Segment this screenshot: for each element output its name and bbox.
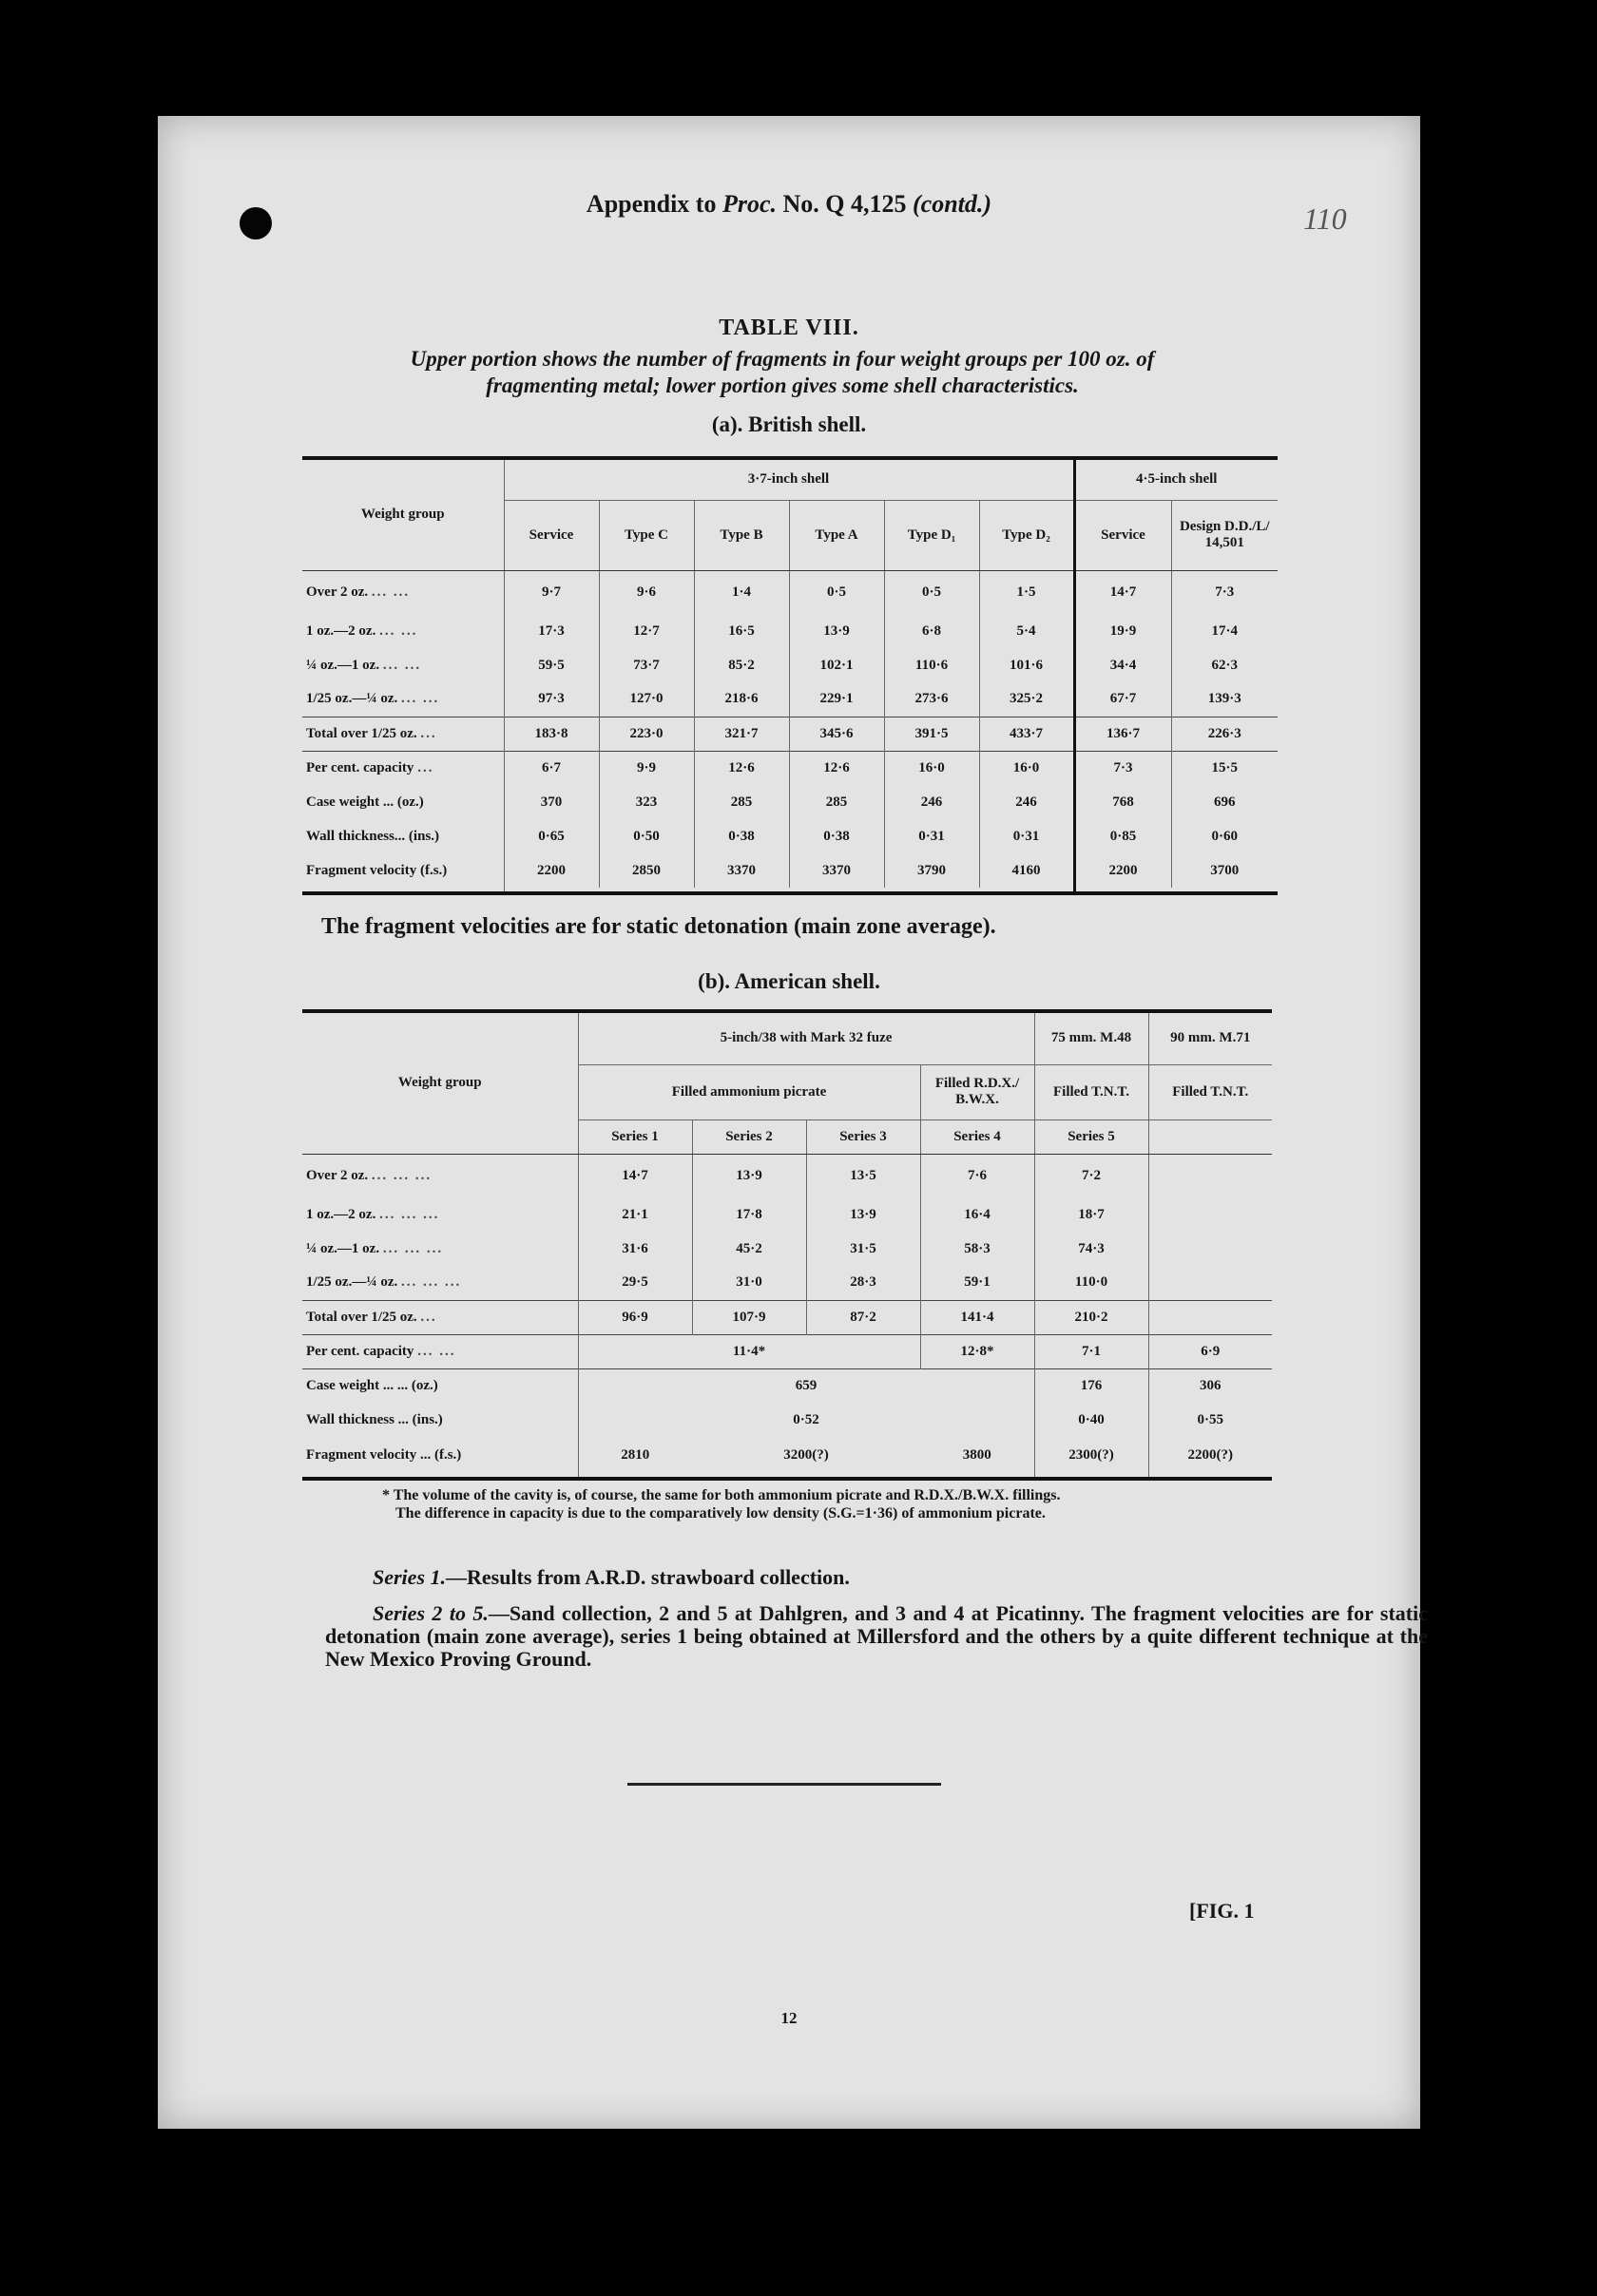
cell-value: 0·5	[789, 570, 884, 614]
header-contd: (contd.)	[913, 190, 992, 218]
row-label: 1 oz.—2 oz. ... ...	[306, 622, 418, 639]
cell-value: 73·7	[599, 648, 694, 682]
table-row	[302, 682, 1278, 717]
cell-value: 17·8	[692, 1197, 806, 1232]
weight-group-header: Weight group	[302, 458, 504, 570]
cell-value: 1·4	[694, 570, 789, 614]
am-wall-m48: 0·40	[1034, 1403, 1148, 1437]
cell-value: 16·5	[694, 614, 789, 648]
cell-value: 0·31	[979, 819, 1074, 853]
cell-value: 4160	[979, 853, 1074, 888]
am-velocity-m48: 2300(?)	[1034, 1437, 1148, 1473]
am-wall-m71: 0·55	[1148, 1403, 1272, 1437]
cell-value: 16·0	[979, 751, 1074, 785]
filled-tnt-75-header: Filled T.N.T.	[1034, 1064, 1148, 1119]
am-per-cent-m71: 6·9	[1148, 1334, 1272, 1368]
cell-value: 183·8	[504, 717, 599, 751]
table-row	[302, 1197, 1272, 1232]
group-45-header: 4·5-inch shell	[1074, 458, 1278, 500]
american-title: (b). American shell.	[698, 969, 880, 993]
series-2-note	[325, 1602, 1428, 1671]
am-case-weight-m48: 176	[1034, 1368, 1148, 1403]
cell-value	[1148, 1197, 1272, 1232]
cell-value: 285	[789, 785, 884, 819]
am-velocity-m71: 2200(?)	[1148, 1437, 1272, 1473]
group-37-header: 3·7-inch shell	[504, 458, 1074, 500]
cell-value: 433·7	[979, 717, 1074, 751]
table-row	[302, 1154, 1272, 1197]
cell-value: 16·0	[884, 751, 979, 785]
cell-value: 96·9	[578, 1300, 692, 1334]
cell-value: 325·2	[979, 682, 1074, 717]
row-label: ¼ oz.—1 oz. ... ... ...	[306, 1240, 444, 1256]
cell-value: 3700	[1171, 853, 1278, 888]
cell-value: 87·2	[806, 1300, 920, 1334]
am-velocity-label: Fragment velocity ... (f.s.)	[306, 1446, 462, 1463]
series-1-note	[325, 1566, 1428, 1589]
cell-value: 345·6	[789, 717, 884, 751]
cell-value: 59·5	[504, 648, 599, 682]
table-row	[302, 614, 1278, 648]
series-2-label: Series 2 to 5.	[373, 1601, 489, 1625]
cell-value: 127·0	[599, 682, 694, 717]
series-1-text: —Results from A.R.D. strawboard collection.	[446, 1565, 850, 1589]
american-shell-table	[302, 1009, 1272, 1481]
row-label: Per cent. capacity ...	[302, 751, 504, 785]
cell-value: 13·9	[806, 1197, 920, 1232]
am-velocity-s23: 3200(?)	[783, 1446, 829, 1463]
cell-value: 6·8	[884, 614, 979, 648]
cell-value: 226·3	[1171, 717, 1278, 751]
cell-value: 7·6	[920, 1154, 1034, 1197]
series-col-header: Series 1	[578, 1119, 692, 1154]
british-col-header: Type D₂	[979, 500, 1074, 570]
cell-value: 85·2	[694, 648, 789, 682]
table-row	[302, 1266, 1272, 1300]
table-row	[302, 1232, 1272, 1266]
cell-value: 1·5	[979, 570, 1074, 614]
row-label: Total over 1/25 oz. ...	[302, 1300, 578, 1334]
british-col-header: Service	[1074, 500, 1171, 570]
am-velocity-s1: 2810	[578, 1437, 692, 1473]
cell-value: 273·6	[884, 682, 979, 717]
group-90-header: 90 mm. M.71	[1148, 1011, 1272, 1064]
series-col-header: Series 4	[920, 1119, 1034, 1154]
am-per-cent-picrate: 11·4*	[578, 1334, 920, 1368]
cell-value: 34·4	[1074, 648, 1171, 682]
british-col-header: Type A	[789, 500, 884, 570]
cell-value: 0·31	[884, 819, 979, 853]
row-label: Wall thickness... (ins.)	[306, 828, 440, 844]
cell-value: 768	[1074, 785, 1171, 819]
cell-value: 19·9	[1074, 614, 1171, 648]
am-per-cent-m48: 7·1	[1034, 1334, 1148, 1368]
cell-value: 58·3	[920, 1232, 1034, 1266]
cell-value: 7·3	[1074, 751, 1171, 785]
british-note: The fragment velocities are for static detonation (main zone average).	[321, 914, 996, 939]
cell-value: 13·5	[806, 1154, 920, 1197]
page-header	[158, 190, 1420, 219]
british-col-header: Type D₁	[884, 500, 979, 570]
table-row	[302, 648, 1278, 682]
filled-tnt-90-header: Filled T.N.T.	[1148, 1064, 1272, 1119]
cell-value: 15·5	[1171, 751, 1278, 785]
cell-value: 9·6	[599, 570, 694, 614]
cell-value: 31·5	[806, 1232, 920, 1266]
cell-value: 3790	[884, 853, 979, 888]
cell-value: 2200	[1074, 853, 1171, 888]
series-col-header: Series 2	[692, 1119, 806, 1154]
am-case-weight-5inch: 659	[578, 1368, 1034, 1403]
cell-value: 17·4	[1171, 614, 1278, 648]
cell-value: 229·1	[789, 682, 884, 717]
cell-value: 29·5	[578, 1266, 692, 1300]
cell-value: 3370	[789, 853, 884, 888]
table-row	[302, 570, 1278, 614]
cell-value: 2850	[599, 853, 694, 888]
cell-value: 7·3	[1171, 570, 1278, 614]
cell-value: 5·4	[979, 614, 1074, 648]
cell-value: 14·7	[1074, 570, 1171, 614]
cell-value: 9·7	[504, 570, 599, 614]
footnote	[338, 1486, 1403, 1522]
british-shell-table	[302, 456, 1278, 895]
table-row	[302, 717, 1278, 751]
cell-value: 14·7	[578, 1154, 692, 1197]
cell-value: 0·38	[694, 819, 789, 853]
table-caption: TABLE VIII.	[719, 316, 859, 340]
am-case-weight-label: Case weight ... ... (oz.)	[302, 1368, 578, 1403]
cell-value: 18·7	[1034, 1197, 1148, 1232]
figure-reference: [FIG. 1	[1189, 1899, 1255, 1923]
cell-value: 110·6	[884, 648, 979, 682]
cell-value: 7·2	[1034, 1154, 1148, 1197]
cell-value: 210·2	[1034, 1300, 1148, 1334]
cell-value: 45·2	[692, 1232, 806, 1266]
filled-rdx-header: Filled R.D.X./ B.W.X.	[920, 1064, 1034, 1119]
cell-value: 139·3	[1171, 682, 1278, 717]
row-label: ¼ oz.—1 oz. ... ...	[306, 657, 422, 673]
cell-value: 31·0	[692, 1266, 806, 1300]
am-row-label: Per cent. capacity ... ...	[302, 1334, 578, 1368]
table-row	[302, 1300, 1272, 1334]
cell-value: 102·1	[789, 648, 884, 682]
header-prefix: Appendix to	[586, 190, 722, 218]
cell-value: 2200	[504, 853, 599, 888]
cell-value	[1148, 1266, 1272, 1300]
row-label: Over 2 oz. ... ... ...	[306, 1167, 433, 1183]
table-row	[302, 785, 1278, 819]
cell-value: 67·7	[1074, 682, 1171, 717]
cell-value: 0·38	[789, 819, 884, 853]
cell-value: 218·6	[694, 682, 789, 717]
cell-value: 110·0	[1034, 1266, 1148, 1300]
table-row	[302, 853, 1278, 888]
cell-value: 74·3	[1034, 1232, 1148, 1266]
header-number: No. Q 4,125	[777, 190, 914, 218]
british-title: (a). British shell.	[711, 412, 867, 436]
cell-value: 31·6	[578, 1232, 692, 1266]
cell-value: 141·4	[920, 1300, 1034, 1334]
cell-value: 21·1	[578, 1197, 692, 1232]
cell-value: 16·4	[920, 1197, 1034, 1232]
row-label: Over 2 oz. ... ...	[306, 584, 411, 600]
header-proc: Proc.	[722, 190, 778, 218]
cell-value: 246	[979, 785, 1074, 819]
cell-value: 0·65	[504, 819, 599, 853]
series-1-label: Series 1.	[373, 1565, 446, 1589]
cell-value: 696	[1171, 785, 1278, 819]
cell-value: 101·6	[979, 648, 1074, 682]
cell-value: 321·7	[694, 717, 789, 751]
cell-value: 62·3	[1171, 648, 1278, 682]
row-label: Case weight ... (oz.)	[306, 794, 424, 810]
footnote-line-2: The difference in capacity is due to the comparatively low density (S.G.=1·36) of ammonium picrate.	[395, 1505, 1046, 1521]
row-label: Total over 1/25 oz. ...	[302, 717, 504, 751]
cell-value: 3370	[694, 853, 789, 888]
british-col-header: Type C	[599, 500, 694, 570]
cell-value: 28·3	[806, 1266, 920, 1300]
row-label: Fragment velocity (f.s.)	[306, 862, 448, 878]
handwritten-mark: 110	[1303, 201, 1347, 236]
cell-value	[1148, 1232, 1272, 1266]
cell-value: 12·6	[789, 751, 884, 785]
british-col-header: Type B	[694, 500, 789, 570]
row-label: 1 oz.—2 oz. ... ... ...	[306, 1206, 440, 1222]
am-per-cent-rdx: 12·8*	[920, 1334, 1034, 1368]
cell-value: 246	[884, 785, 979, 819]
cell-value: 13·9	[789, 614, 884, 648]
cell-value: 0·5	[884, 570, 979, 614]
cell-value: 223·0	[599, 717, 694, 751]
cell-value	[1148, 1154, 1272, 1197]
cell-value	[1148, 1300, 1272, 1334]
row-label: 1/25 oz.—¼ oz. ... ...	[306, 691, 440, 707]
footnote-line-1: * The volume of the cavity is, of course, the same for both ammonium picrate and R.D.X./B.W.X. fillings.	[382, 1487, 1061, 1503]
cell-value: 59·1	[920, 1266, 1034, 1300]
cell-value: 285	[694, 785, 789, 819]
document-page	[158, 116, 1429, 2129]
am-wall-label: Wall thickness ... (ins.)	[306, 1411, 443, 1427]
table-description: Upper portion shows the number of fragments in four weight groups per 100 oz. of fragmenting metal; lower portion gives some shell characteristics.	[410, 347, 1155, 397]
cell-value: 6·7	[504, 751, 599, 785]
british-col-header: Service	[504, 500, 599, 570]
cell-value: 12·7	[599, 614, 694, 648]
cell-value: 12·6	[694, 751, 789, 785]
row-label: 1/25 oz.—¼ oz. ... ... ...	[306, 1274, 462, 1291]
end-rule	[627, 1783, 941, 1786]
cell-value: 0·60	[1171, 819, 1278, 853]
page-number: 12	[780, 2009, 798, 2027]
cell-value: 13·9	[692, 1154, 806, 1197]
am-weight-group-header: Weight group	[302, 1011, 578, 1154]
series-col-header: Series 5	[1034, 1119, 1148, 1154]
cell-value: 9·9	[599, 751, 694, 785]
table-row	[302, 751, 1278, 785]
british-col-header: Design D.D./L/ 14,501	[1171, 500, 1278, 570]
cell-value: 370	[504, 785, 599, 819]
cell-value: 107·9	[692, 1300, 806, 1334]
table-row	[302, 819, 1278, 853]
am-case-weight-m71: 306	[1148, 1368, 1272, 1403]
series-2-text: —Sand collection, 2 and 5 at Dahlgren, and 3 and 4 at Picatinny. The fragment velocities are for static detonation (main zone average), series 1 being obtained at Millersford and the others by a quite different technique at the New Mexico Proving Ground.	[325, 1601, 1429, 1671]
am-velocity-s4: 3800	[962, 1446, 991, 1463]
cell-value: 17·3	[504, 614, 599, 648]
cell-value: 391·5	[884, 717, 979, 751]
group-75-header: 75 mm. M.48	[1034, 1011, 1148, 1064]
am-wall-5inch: 0·52	[578, 1403, 1034, 1437]
series-col-header: Series 3	[806, 1119, 920, 1154]
filled-picrate-header: Filled ammonium picrate	[578, 1064, 920, 1119]
cell-value: 0·50	[599, 819, 694, 853]
cell-value: 136·7	[1074, 717, 1171, 751]
cell-value: 0·85	[1074, 819, 1171, 853]
cell-value: 97·3	[504, 682, 599, 717]
group-5inch-header: 5-inch/38 with Mark 32 fuze	[578, 1011, 1034, 1064]
cell-value: 323	[599, 785, 694, 819]
